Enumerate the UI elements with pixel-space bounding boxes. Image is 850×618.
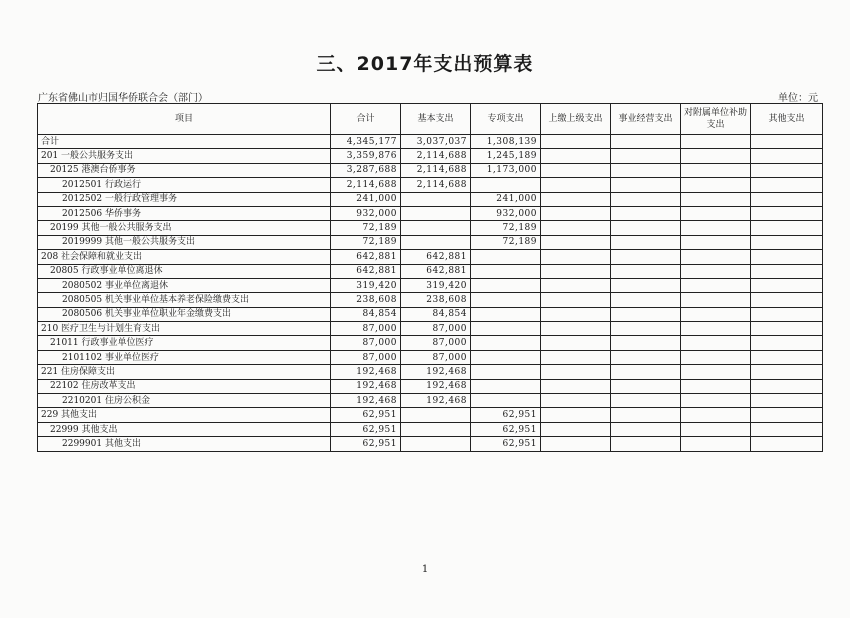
cell-basic: 238,608: [401, 293, 471, 307]
cell-special: [471, 379, 541, 393]
cell-total: 3,287,688: [331, 163, 401, 177]
row-item-name: 2210201 住房公积金: [38, 394, 331, 408]
cell-special: 72,189: [471, 235, 541, 249]
cell-upper: [541, 178, 611, 192]
row-item-name: 20805 行政事业单位离退休: [38, 264, 331, 278]
cell-basic: 642,881: [401, 264, 471, 278]
table-row: [38, 206, 823, 220]
table-row: [38, 293, 823, 307]
cell-upper: [541, 322, 611, 336]
cell-special: [471, 307, 541, 321]
cell-special: [471, 365, 541, 379]
cell-business: [611, 264, 681, 278]
cell-other: [751, 278, 823, 292]
cell-total: 87,000: [331, 336, 401, 350]
col-header-business: 事业经营支出: [611, 104, 681, 135]
cell-upper: [541, 149, 611, 163]
cell-subsidy: [681, 336, 751, 350]
cell-subsidy: [681, 178, 751, 192]
cell-total: 4,345,177: [331, 135, 401, 149]
cell-business: [611, 135, 681, 149]
cell-basic: 84,854: [401, 307, 471, 321]
cell-business: [611, 163, 681, 177]
row-item-name: 2080502 事业单位离退休: [38, 278, 331, 292]
cell-subsidy: [681, 163, 751, 177]
cell-basic: 87,000: [401, 336, 471, 350]
cell-total: 238,608: [331, 293, 401, 307]
cell-basic: 192,468: [401, 394, 471, 408]
row-item-name: 20199 其他一般公共服务支出: [38, 221, 331, 235]
cell-other: [751, 379, 823, 393]
cell-business: [611, 206, 681, 220]
cell-upper: [541, 206, 611, 220]
cell-basic: 2,114,688: [401, 163, 471, 177]
cell-subsidy: [681, 408, 751, 422]
col-header-subsidy: 对附属单位补助支出: [681, 104, 751, 135]
cell-upper: [541, 293, 611, 307]
table-header-row: [38, 104, 823, 135]
table-row: [38, 278, 823, 292]
cell-upper: [541, 365, 611, 379]
cell-other: [751, 206, 823, 220]
cell-upper: [541, 221, 611, 235]
cell-special: 62,951: [471, 437, 541, 451]
cell-other: [751, 293, 823, 307]
cell-total: 62,951: [331, 422, 401, 436]
table-row: [38, 322, 823, 336]
table-row: [38, 307, 823, 321]
page-number: 1: [421, 564, 429, 575]
cell-other: [751, 250, 823, 264]
cell-upper: [541, 250, 611, 264]
table-row: [38, 192, 823, 206]
cell-total: 87,000: [331, 350, 401, 364]
col-header-basic: 基本支出: [401, 104, 471, 135]
row-item-name: 2080505 机关事业单位基本养老保险缴费支出: [38, 293, 331, 307]
cell-business: [611, 293, 681, 307]
cell-upper: [541, 264, 611, 278]
cell-total: 84,854: [331, 307, 401, 321]
cell-subsidy: [681, 250, 751, 264]
cell-subsidy: [681, 149, 751, 163]
row-item-name: 221 住房保障支出: [38, 365, 331, 379]
cell-subsidy: [681, 278, 751, 292]
cell-special: [471, 336, 541, 350]
cell-subsidy: [681, 422, 751, 436]
cell-other: [751, 192, 823, 206]
cell-basic: 2,114,688: [401, 149, 471, 163]
cell-upper: [541, 135, 611, 149]
cell-upper: [541, 163, 611, 177]
unit-label: 单位：元: [778, 93, 818, 104]
cell-basic: 87,000: [401, 350, 471, 364]
cell-business: [611, 394, 681, 408]
cell-special: 72,189: [471, 221, 541, 235]
cell-business: [611, 437, 681, 451]
cell-special: [471, 293, 541, 307]
cell-subsidy: [681, 322, 751, 336]
cell-business: [611, 278, 681, 292]
cell-other: [751, 365, 823, 379]
cell-subsidy: [681, 293, 751, 307]
table-row: [38, 350, 823, 364]
table-row: [38, 264, 823, 278]
cell-special: [471, 350, 541, 364]
cell-business: [611, 307, 681, 321]
cell-basic: 319,420: [401, 278, 471, 292]
table-row: [38, 149, 823, 163]
table-row: [38, 422, 823, 436]
cell-special: 1,173,000: [471, 163, 541, 177]
cell-subsidy: [681, 437, 751, 451]
cell-subsidy: [681, 394, 751, 408]
cell-total: 62,951: [331, 437, 401, 451]
cell-total: 642,881: [331, 250, 401, 264]
row-item-name: 229 其他支出: [38, 408, 331, 422]
col-header-item: 项目: [38, 104, 331, 135]
cell-other: [751, 178, 823, 192]
table-row: [38, 379, 823, 393]
cell-special: 62,951: [471, 408, 541, 422]
cell-special: 241,000: [471, 192, 541, 206]
cell-other: [751, 163, 823, 177]
cell-special: 932,000: [471, 206, 541, 220]
table-row: [38, 250, 823, 264]
row-item-name: 2299901 其他支出: [38, 437, 331, 451]
cell-other: [751, 437, 823, 451]
cell-total: 62,951: [331, 408, 401, 422]
table-row: [38, 336, 823, 350]
table-row: [38, 221, 823, 235]
col-header-upper: 上缴上级支出: [541, 104, 611, 135]
cell-other: [751, 350, 823, 364]
cell-total: 932,000: [331, 206, 401, 220]
row-item-name: 2012506 华侨事务: [38, 206, 331, 220]
table-row: [38, 163, 823, 177]
cell-business: [611, 365, 681, 379]
cell-basic: 642,881: [401, 250, 471, 264]
cell-special: [471, 322, 541, 336]
cell-upper: [541, 278, 611, 292]
cell-business: [611, 221, 681, 235]
row-item-name: 2080506 机关事业单位职业年金缴费支出: [38, 307, 331, 321]
cell-basic: 3,037,037: [401, 135, 471, 149]
cell-other: [751, 408, 823, 422]
cell-basic: 192,468: [401, 365, 471, 379]
cell-total: 192,468: [331, 394, 401, 408]
cell-total: 642,881: [331, 264, 401, 278]
cell-subsidy: [681, 206, 751, 220]
row-item-name: 210 医疗卫生与计划生育支出: [38, 322, 331, 336]
cell-subsidy: [681, 365, 751, 379]
cell-business: [611, 322, 681, 336]
table-row: [38, 437, 823, 451]
cell-business: [611, 408, 681, 422]
row-item-name: 208 社会保障和就业支出: [38, 250, 331, 264]
cell-special: [471, 278, 541, 292]
cell-subsidy: [681, 307, 751, 321]
table-row: [38, 178, 823, 192]
cell-basic: [401, 221, 471, 235]
cell-total: 87,000: [331, 322, 401, 336]
cell-business: [611, 250, 681, 264]
cell-special: [471, 178, 541, 192]
cell-upper: [541, 307, 611, 321]
cell-basic: [401, 192, 471, 206]
cell-upper: [541, 192, 611, 206]
cell-upper: [541, 437, 611, 451]
cell-upper: [541, 422, 611, 436]
table-row: [38, 394, 823, 408]
page-title: 三、2017年支出预算表: [316, 53, 534, 75]
budget-table: [37, 103, 823, 452]
row-item-name: 21011 行政事业单位医疗: [38, 336, 331, 350]
table-body: [38, 135, 823, 452]
cell-other: [751, 235, 823, 249]
table-row: [38, 365, 823, 379]
cell-subsidy: [681, 235, 751, 249]
cell-business: [611, 192, 681, 206]
cell-total: 3,359,876: [331, 149, 401, 163]
cell-other: [751, 221, 823, 235]
col-header-special: 专项支出: [471, 104, 541, 135]
cell-upper: [541, 408, 611, 422]
cell-business: [611, 422, 681, 436]
row-item-name: 22999 其他支出: [38, 422, 331, 436]
cell-total: 241,000: [331, 192, 401, 206]
cell-special: 1,245,189: [471, 149, 541, 163]
row-item-name: 2012502 一般行政管理事务: [38, 192, 331, 206]
table-row: [38, 135, 823, 149]
cell-basic: [401, 235, 471, 249]
cell-special: 1,308,139: [471, 135, 541, 149]
cell-basic: 192,468: [401, 379, 471, 393]
table-row: [38, 408, 823, 422]
cell-basic: 2,114,688: [401, 178, 471, 192]
cell-basic: [401, 437, 471, 451]
cell-subsidy: [681, 264, 751, 278]
cell-total: 192,468: [331, 379, 401, 393]
cell-other: [751, 264, 823, 278]
cell-subsidy: [681, 221, 751, 235]
cell-basic: 87,000: [401, 322, 471, 336]
cell-subsidy: [681, 192, 751, 206]
cell-total: 72,189: [331, 221, 401, 235]
cell-total: 2,114,688: [331, 178, 401, 192]
cell-special: [471, 250, 541, 264]
cell-business: [611, 235, 681, 249]
col-header-total: 合计: [331, 104, 401, 135]
cell-business: [611, 178, 681, 192]
cell-subsidy: [681, 350, 751, 364]
cell-total: 192,468: [331, 365, 401, 379]
cell-subsidy: [681, 379, 751, 393]
cell-other: [751, 422, 823, 436]
cell-special: [471, 394, 541, 408]
cell-subsidy: [681, 135, 751, 149]
cell-basic: [401, 422, 471, 436]
organization-name: 广东省佛山市归国华侨联合会（部门）: [38, 93, 208, 104]
table-row: [38, 235, 823, 249]
row-item-name: 2012501 行政运行: [38, 178, 331, 192]
cell-total: 72,189: [331, 235, 401, 249]
cell-business: [611, 336, 681, 350]
cell-other: [751, 149, 823, 163]
cell-upper: [541, 394, 611, 408]
cell-business: [611, 350, 681, 364]
cell-business: [611, 379, 681, 393]
row-item-name: 2019999 其他一般公共服务支出: [38, 235, 331, 249]
row-item-name: 22102 住房改革支出: [38, 379, 331, 393]
cell-other: [751, 322, 823, 336]
cell-special: [471, 264, 541, 278]
cell-upper: [541, 350, 611, 364]
row-item-name: 合计: [38, 135, 331, 149]
cell-other: [751, 394, 823, 408]
row-item-name: 201 一般公共服务支出: [38, 149, 331, 163]
cell-total: 319,420: [331, 278, 401, 292]
cell-upper: [541, 379, 611, 393]
cell-other: [751, 336, 823, 350]
cell-business: [611, 149, 681, 163]
row-item-name: 20125 港澳台侨事务: [38, 163, 331, 177]
cell-upper: [541, 336, 611, 350]
cell-basic: [401, 408, 471, 422]
col-header-other: 其他支出: [751, 104, 823, 135]
cell-other: [751, 307, 823, 321]
cell-other: [751, 135, 823, 149]
cell-special: 62,951: [471, 422, 541, 436]
cell-basic: [401, 206, 471, 220]
cell-upper: [541, 235, 611, 249]
row-item-name: 2101102 事业单位医疗: [38, 350, 331, 364]
